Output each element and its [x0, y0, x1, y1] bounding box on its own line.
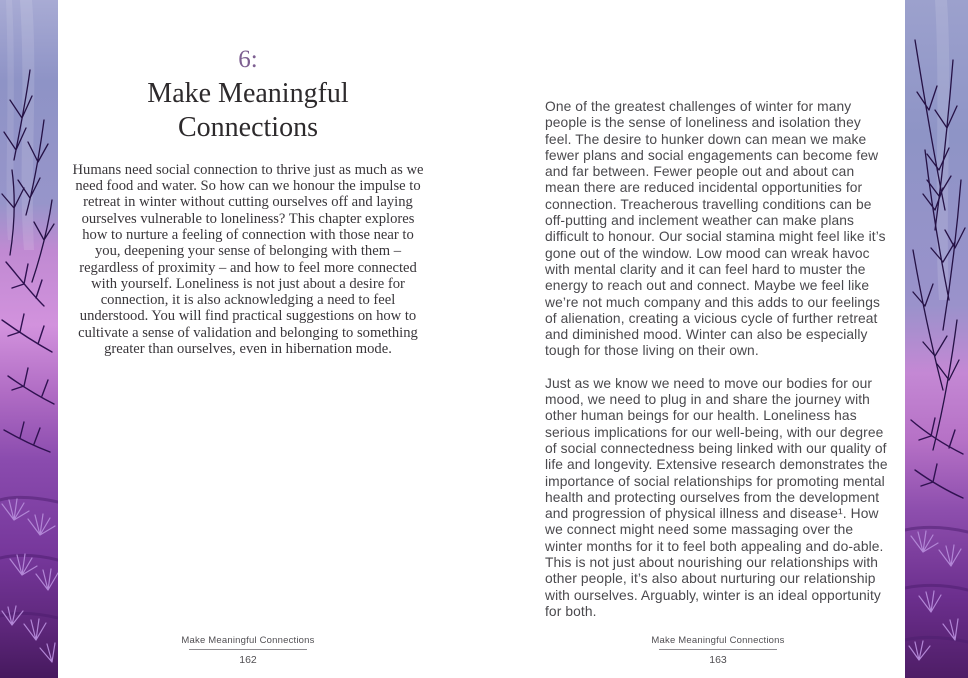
left-artwork-strip: [0, 0, 58, 678]
running-head: Make Meaningful Connections: [181, 635, 315, 646]
left-page: [58, 0, 484, 678]
right-page-content: [545, 0, 891, 620]
left-page-content: [72, 0, 424, 357]
page-number: 162: [239, 654, 257, 666]
right-artwork-strip: [905, 0, 968, 678]
right-page: [484, 0, 905, 678]
footer-rule: [659, 649, 777, 650]
page-number: 163: [709, 654, 727, 666]
running-head: Make Meaningful Connections: [651, 635, 785, 646]
watercolor-branches-icon: [0, 0, 58, 678]
footer-rule: [189, 649, 307, 650]
chapter-number: 6:: [238, 46, 258, 73]
chapter-title: Make Meaningful Connections: [147, 77, 349, 143]
body-paragraph: One of the greatest challenges of winter for many people is the sense of loneliness and isolation they feel. The desire to hunker down can mean we make fewer plans and social engagements can become few and far between. Fewer people out and about can mean there are reduced incidental opportunities for connection. Treacherous travelling conditions can be off-putting and inclement weather can make plans difficult to honour. Our social stamina might feel like it’s gone out of the window. Low mood can wreak havoc with mental clarity and it can feel hard to muster the energy to reach out and connect. Maybe we feel like we’re not much company and this adds to our feelings of alienation, creating a vicious cycle of further retreat and diminished mood. Winter can also be especially tough for those living on their own.: [545, 99, 886, 359]
right-page-footer: [545, 635, 891, 666]
watercolor-branches-icon: [905, 0, 968, 678]
chapter-intro-text: Humans need social connection to thrive just as much as we need food and water. So how can we honour the impulse to retreat in winter without cutting ourselves off and laying ourselves vulnerable to loneliness? This chapter explores how to nurture a feeling of connection with those near to you, deepening your sense of belonging with them – regardless of proximity – and how to feel more connected with yourself. Loneliness is not just about a desire for connection, it is also acknowledging a need to feel understood. You will find practical suggestions on how to cultivate a sense of validation and belonging to something greater than ourselves, even in hibernation mode.: [72, 161, 424, 358]
body-paragraph: Just as we know we need to move our bodies for our mood, we need to plug in and share the journey with other human beings for our health. Loneliness has serious implications for our well-being, with our degree of social connectedness being linked with our quality of life and longevity. Extensive research demonstrates the importance of social relationships for promoting mental health and protecting ourselves from the development and progression of physical illness and disease¹. How we connect might need some massaging over the winter months for it to feel both appealing and do-able. This is not just about nourishing our relationships with other people, it’s also about nurturing our relationship with ourselves. Arguably, winter is an ideal opportunity for both.: [545, 375, 888, 619]
left-page-footer: [72, 635, 424, 666]
